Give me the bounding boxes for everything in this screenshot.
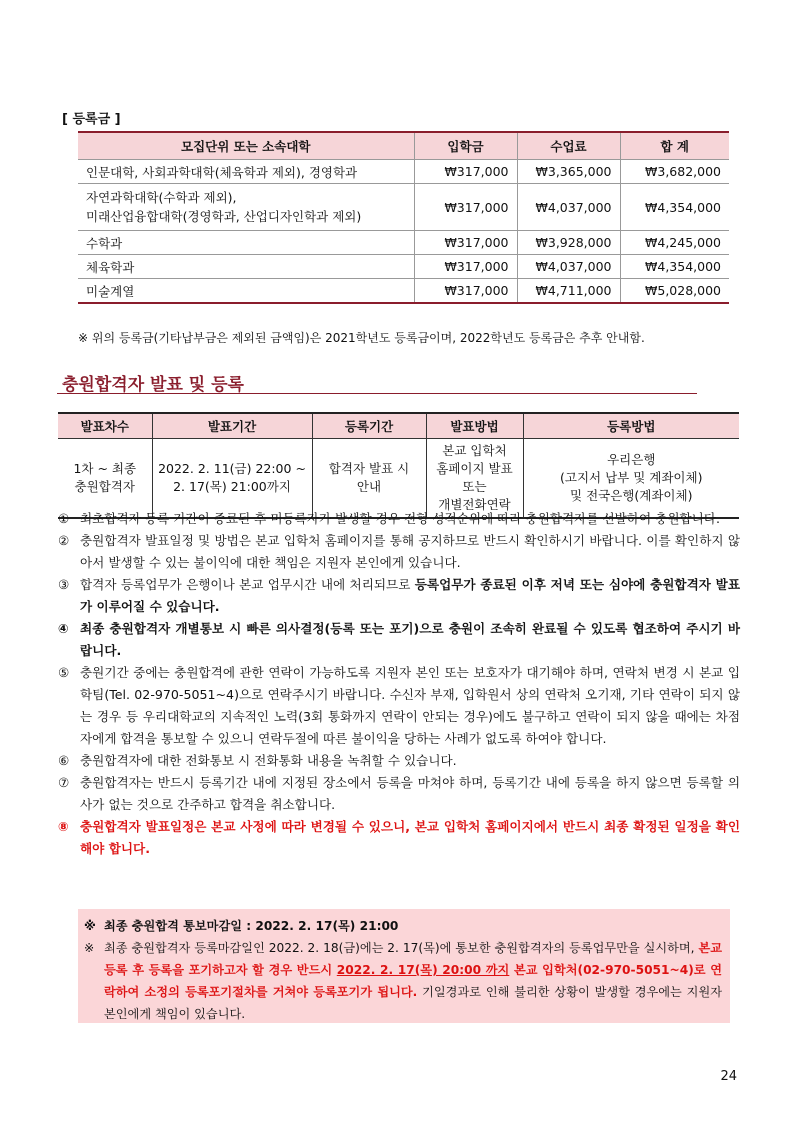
cell-line: 2. 17(목) 21:00까지 — [173, 479, 291, 494]
item-number: ① — [58, 511, 70, 526]
detail-text — [104, 937, 730, 1025]
page-number: 24 — [720, 1069, 737, 1084]
admission-fee-cell: ₩317,000 — [414, 184, 517, 231]
cell-line: 및 전국은행(계좌이체) — [570, 488, 693, 503]
admission-fee-cell: ₩317,000 — [414, 160, 517, 184]
detail-plain: 기일경과로 인해 불리한 상황이 발생할 경우에는 지원자 본인에게 책임이 있습니다. — [104, 985, 722, 1021]
table-row — [78, 279, 729, 304]
tuition-cell: ₩4,037,000 — [517, 184, 620, 231]
item-text: 충원합격자 발표일정은 본교 사정에 따라 변경될 수 있으니, 본교 입학처 홈페이지에서 반드시 최종 확정된 일정을 확인해야 합니다. — [80, 819, 740, 856]
cell-line: (고지서 납부 및 계좌이체) — [560, 470, 703, 485]
list-item — [58, 574, 740, 618]
cell-line: 1차 ~ 최종 — [73, 461, 137, 476]
table-row — [78, 255, 729, 279]
cell-line: 2022. 2. 11(금) 22:00 ~ — [158, 461, 306, 476]
tuition-cell: ₩3,365,000 — [517, 160, 620, 184]
cell-line: 우리은행 — [607, 452, 656, 467]
list-item — [58, 816, 740, 860]
cell-line: 본교 입학처 — [442, 443, 507, 458]
deadline-text: 최종 충원합격 통보마감일 : 2022. 2. 17(목) 21:00 — [104, 919, 399, 933]
total-cell: ₩5,028,000 — [620, 279, 729, 304]
tuition-section-label: [ 등록금 ] — [62, 112, 121, 127]
reg-method-cell — [523, 439, 739, 519]
detail-bold-red: 본교 등록 후 등록을 포기하고자 할 경우 반드시 — [104, 941, 722, 977]
item-text-plain: 합격자 등록업무가 은행이나 본교 업무시간 내에 처리되므로 — [80, 577, 415, 592]
item-text-bold: 등록업무가 종료된 이후 저녁 또는 심야에 충원합격자 발표가 이루어질 수 있습니다. — [80, 577, 740, 614]
cell-line: 충원합격자 — [74, 479, 135, 494]
col-header-period: 발표기간 — [152, 413, 312, 439]
total-cell: ₩4,245,000 — [620, 231, 729, 255]
total-cell: ₩3,682,000 — [620, 160, 729, 184]
admission-fee-cell: ₩317,000 — [414, 231, 517, 255]
col-header-total: 합 계 — [620, 132, 729, 160]
tuition-note: ※ 위의 등록금(기타납부금은 제외된 금액임)은 2021학년도 등록금이며, 2022학년도 등록금은 추후 안내함. — [78, 331, 645, 345]
col-header-method: 발표방법 — [426, 413, 523, 439]
title-divider — [57, 393, 697, 394]
list-item — [58, 508, 740, 530]
cell-line: 안내 — [356, 479, 382, 494]
item-text — [80, 574, 740, 618]
note-mark: ※ — [84, 941, 95, 955]
deadline-line — [78, 915, 730, 937]
section-title: 충원합격자 발표 및 등록 — [62, 375, 244, 395]
list-item — [58, 530, 740, 574]
announcement-header-row — [58, 413, 739, 439]
list-item — [58, 662, 740, 750]
unit-line: 미래산업융합대학(경영학과, 산업디자인학과 제외) — [86, 209, 362, 224]
notice-list — [58, 508, 740, 860]
item-number: ④ — [58, 621, 69, 636]
deadline-detail — [78, 937, 730, 1025]
detail-underlined-date: 2022. 2. 17(목) 20:00 까지 — [336, 963, 510, 977]
announcement-table — [58, 412, 739, 519]
list-item — [58, 618, 740, 662]
detail-plain: 최종 충원합격자 등록마감일인 2022. 2. 18(금)에는 2. 17(목)에 통보한 충원합격자의 등록업무만을 실시하며, — [104, 941, 699, 955]
tuition-cell: ₩4,711,000 — [517, 279, 620, 304]
detail-bold-red: 본교 입학처(02-970-5051~4)로 연락하여 소정의 등록포기절차를 거쳐야 등록포기가 됩니다. — [104, 963, 722, 999]
total-cell: ₩4,354,000 — [620, 184, 729, 231]
item-text: 충원합격자 발표일정 및 방법은 본교 입학처 홈페이지를 통해 공지하므로 반드시 확인하시기 바랍니다. 이를 확인하지 않아서 발생할 수 있는 불이익에 대한 책임은 지원자 본인에게 있습니다. — [80, 533, 740, 570]
admission-fee-cell: ₩317,000 — [414, 255, 517, 279]
item-text: 최초합격자 등록 기간이 종료된 후 미등록자가 발생할 경우 전형 성적순위에 따라 충원합격자를 선발하여 충원합니다. — [80, 511, 720, 526]
col-header-reg-method: 등록방법 — [523, 413, 739, 439]
item-text: 충원합격자에 대한 전화통보 시 전화통화 내용을 녹취할 수 있습니다. — [80, 753, 457, 768]
period-cell — [152, 439, 312, 519]
reg-period-cell — [312, 439, 426, 519]
item-number: ⑤ — [58, 665, 70, 680]
col-header-admission-fee: 입학금 — [414, 132, 517, 160]
table-row — [58, 439, 739, 519]
item-number: ⑥ — [58, 753, 70, 768]
note-mark: ※ — [84, 919, 96, 933]
deadline-notice-box — [78, 909, 730, 1023]
col-header-round: 발표차수 — [58, 413, 152, 439]
cell-line: 홈페이지 발표 또는 — [436, 461, 513, 494]
item-text: 충원합격자는 반드시 등록기간 내에 지정된 장소에서 등록을 마쳐야 하며, 등록기간 내에 등록을 하지 않으면 등록할 의사가 없는 것으로 간주하고 합격을 취소합니다. — [80, 775, 740, 812]
item-number: ③ — [58, 577, 70, 592]
table-row — [78, 184, 729, 231]
cell-line: 개별전화연락 — [438, 497, 511, 512]
col-header-unit: 모집단위 또는 소속대학 — [78, 132, 414, 160]
admission-fee-cell: ₩317,000 — [414, 279, 517, 304]
total-cell: ₩4,354,000 — [620, 255, 729, 279]
item-text: 충원기간 중에는 충원합격에 관한 연락이 가능하도록 지원자 본인 또는 보호자가 대기해야 하며, 연락처 변경 시 본교 입학팀(Tel. 02-970-5051~4)으로 연락주시기 바랍니다. 수신자 부재, 입학원서 상의 연락처 오기재, 기타 연락이 되지 않는 경우 등 우리대학교의 지속적인 노력(3회 통화까지 연락이 안되는 경우)에도 불구하고 연락이 되지 않을 때에는 차점자에게 합격을 통보할 수 있으니 연락두절에 따른 불이익을 당하는 사례가 없도록 하여야 합니다. — [80, 665, 740, 746]
unit-cell: 미술계열 — [78, 279, 414, 304]
unit-cell — [78, 184, 414, 231]
table-row — [78, 160, 729, 184]
tuition-table — [78, 131, 729, 304]
list-item — [58, 772, 740, 816]
method-cell — [426, 439, 523, 519]
cell-line: 합격자 발표 시 — [328, 461, 410, 476]
tuition-header-row — [78, 132, 729, 160]
item-number: ⑦ — [58, 775, 70, 790]
col-header-reg-period: 등록기간 — [312, 413, 426, 439]
round-cell — [58, 439, 152, 519]
item-text: 최종 충원합격자 개별통보 시 빠른 의사결정(등록 또는 포기)으로 충원이 조속히 완료될 수 있도록 협조하여 주시기 바랍니다. — [80, 621, 740, 658]
item-number: ② — [58, 533, 70, 548]
item-number: ⑧ — [58, 819, 69, 834]
list-item — [58, 750, 740, 772]
col-header-tuition: 수업료 — [517, 132, 620, 160]
tuition-cell: ₩3,928,000 — [517, 231, 620, 255]
unit-cell: 수학과 — [78, 231, 414, 255]
unit-cell: 인문대학, 사회과학대학(체육학과 제외), 경영학과 — [78, 160, 414, 184]
unit-line: 자연과학대학(수학과 제외), — [86, 190, 237, 205]
tuition-cell: ₩4,037,000 — [517, 255, 620, 279]
table-row — [78, 231, 729, 255]
unit-cell: 체육학과 — [78, 255, 414, 279]
